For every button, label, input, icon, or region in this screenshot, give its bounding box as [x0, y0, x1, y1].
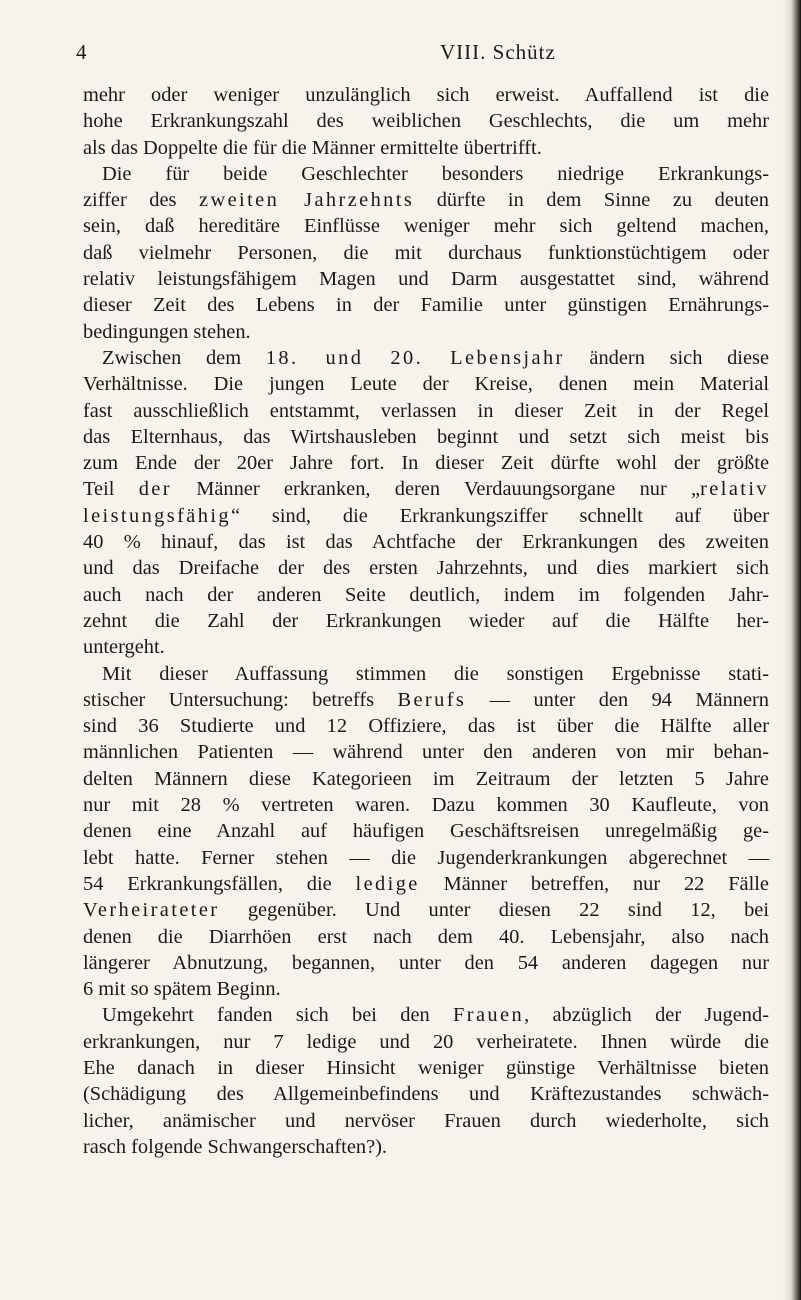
text-run: lebt hatte. Ferner stehen — die Jugenderkrankungen abgerechnet —: [83, 846, 769, 869]
text-run: und das Dreifache der des ersten Jahrzehnts, und dies markiert sich: [83, 557, 769, 580]
text-line: [83, 1108, 769, 1134]
text-line: [83, 792, 769, 818]
text-line: [83, 687, 769, 713]
text-line: [83, 266, 769, 292]
text-run: längerer Abnutzung, begannen, unter den 54 anderen dagegen nur: [83, 951, 769, 974]
text-run: bedingungen stehen.: [83, 320, 251, 343]
text-run: denen die Diarrhöen erst nach dem 40. Lebensjahr, also nach: [83, 925, 769, 948]
text-run: stischer Untersuchung: betreffs: [83, 688, 398, 711]
text-line: [83, 187, 769, 213]
spaced-text: leistungsfähig: [83, 504, 231, 527]
text-run: 6 mit so spätem Beginn.: [83, 978, 281, 1001]
text-run: relativ leistungsfähigem Magen und Darm ausgestattet sind, während: [83, 268, 769, 291]
text-run: Mit dieser Auffassung stimmen die sonstigen Ergebnisse stati-: [102, 662, 769, 685]
text-line: [83, 582, 769, 608]
text-run: , abzüglich der Jugend-: [524, 1004, 769, 1027]
text-run: untergeht.: [83, 636, 165, 659]
spaced-text: Frauen: [453, 1004, 525, 1027]
text-line: [83, 398, 769, 424]
text-run: zum Ende der 20er Jahre fort. In dieser Zeit dürfte wohl der größte: [83, 452, 769, 475]
body-text: [83, 82, 769, 1160]
text-run: Männer betreffen, nur 22 Fälle: [419, 872, 769, 895]
text-run: 40 % hinauf, das ist das Achtfache der Erkrankungen des zweiten: [83, 531, 769, 554]
text-run: ändern sich diese: [564, 346, 770, 369]
paragraph: [83, 161, 769, 345]
text-line: [83, 371, 769, 397]
text-run: dieser Zeit des Lebens in der Familie unter günstigen Ernährungs-: [83, 294, 769, 317]
text-run: als das Doppelte die für die Männer ermittelte übertrifft.: [83, 136, 542, 159]
text-run: erkrankungen, nur 7 ledige und 20 verheiratete. Ihnen würde die: [83, 1030, 769, 1053]
text-line: [83, 976, 769, 1002]
text-line: [83, 897, 769, 923]
text-run: das Elternhaus, das Wirtshausleben beginnt und setzt sich meist bis: [83, 425, 769, 448]
text-line: [83, 713, 769, 739]
text-line: [83, 845, 769, 871]
text-line: [83, 634, 769, 660]
text-line: [83, 739, 769, 765]
text-line: [83, 555, 769, 581]
text-line: [83, 766, 769, 792]
spaced-text: 18. und 20. Lebensjahr: [265, 346, 565, 369]
text-run: dürfte in dem Sinne zu deuten: [414, 189, 769, 212]
text-line: [83, 608, 769, 634]
text-line: [83, 1134, 769, 1160]
text-run: licher, anämischer und nervöser Frauen durch wiederholte, sich: [83, 1109, 769, 1132]
text-run: (Schädigung des Allgemeinbefindens und Kräftezustandes schwäch-: [83, 1083, 769, 1106]
text-line: [83, 950, 769, 976]
text-line: [83, 240, 769, 266]
text-run: gegenüber. Und unter diesen 22 sind 12, bei: [219, 899, 769, 922]
paragraph: [83, 345, 769, 661]
text-run: Umgekehrt fanden sich bei den: [102, 1004, 454, 1027]
text-line: [83, 1029, 769, 1055]
paragraph: [83, 82, 769, 161]
text-run: männlichen Patienten — während unter den anderen von mir behan-: [83, 741, 769, 764]
text-run: Verhältnisse. Die jungen Leute der Kreise, denen mein Material: [83, 373, 769, 396]
text-run: Zwischen dem: [102, 346, 266, 369]
page-number: 4: [76, 40, 87, 64]
text-run: — unter den 94 Männern: [466, 688, 769, 711]
text-line: [83, 503, 769, 529]
running-head: VIII. Schütz: [440, 40, 556, 64]
text-line: [83, 661, 769, 687]
text-run: hohe Erkrankungszahl des weiblichen Geschlechts, die um mehr: [83, 110, 769, 133]
text-run: auch nach der anderen Seite deutlich, indem im folgenden Jahr-: [83, 583, 769, 606]
text-line: [83, 82, 769, 108]
text-line: [83, 213, 769, 239]
spaced-text: Berufs: [397, 688, 467, 711]
text-line: [83, 476, 769, 502]
spaced-text: relativ: [700, 478, 769, 501]
text-run: daß vielmehr Personen, die mit durchaus funktionstüchtigem oder: [83, 241, 769, 264]
text-line: [83, 1055, 769, 1081]
text-run: Männer erkranken, deren Verdauungsorgane nur „: [171, 478, 701, 501]
text-run: sind 36 Studierte und 12 Offiziere, das ist über die Hälfte aller: [83, 715, 769, 738]
text-run: denen eine Anzahl auf häufigen Geschäftsreisen unregelmäßig ge-: [83, 820, 769, 843]
text-line: [83, 424, 769, 450]
spaced-text: ledige: [355, 872, 420, 895]
text-line: [83, 161, 769, 187]
text-line: [83, 871, 769, 897]
text-run: Ehe danach in dieser Hinsicht weniger günstige Verhältnisse bieten: [83, 1056, 769, 1079]
text-line: [83, 529, 769, 555]
text-run: delten Männern diese Kategorieen im Zeitraum der letzten 5 Jahre: [83, 767, 769, 790]
page-header: [76, 40, 776, 68]
text-line: [83, 818, 769, 844]
text-run: 54 Erkrankungsfällen, die: [83, 872, 356, 895]
text-run: Teil: [83, 478, 139, 501]
text-run: sein, daß hereditäre Einflüsse weniger mehr sich geltend machen,: [83, 215, 769, 238]
text-run: nur mit 28 % vertreten waren. Dazu kommen 30 Kaufleute, von: [83, 794, 769, 817]
text-run: ziffer des: [83, 189, 199, 212]
text-run: mehr oder weniger unzulänglich sich erweist. Auffallend ist die: [83, 84, 769, 106]
text-run: zehnt die Zahl der Erkrankungen wieder auf die Hälfte her-: [83, 609, 769, 632]
text-line: [83, 450, 769, 476]
paragraph: [83, 661, 769, 1003]
text-line: [83, 108, 769, 134]
paragraph: [83, 1002, 769, 1160]
spaced-text: zweiten Jahrzehnts: [199, 189, 415, 212]
text-run: rasch folgende Schwangerschaften?).: [83, 1135, 388, 1158]
text-line: [83, 292, 769, 318]
spaced-text: der: [138, 478, 172, 501]
text-run: fast ausschließlich entstammt, verlassen in dieser Zeit in der Regel: [83, 399, 769, 422]
text-line: [83, 924, 769, 950]
text-line: [83, 345, 769, 371]
text-line: [83, 1081, 769, 1107]
text-run: “ sind, die Erkrankungsziffer schnellt auf über: [231, 504, 769, 527]
text-line: [83, 319, 769, 345]
text-run: Die für beide Geschlechter besonders niedrige Erkrankungs-: [102, 162, 769, 185]
spaced-text: Verheirateter: [83, 899, 220, 922]
text-line: [83, 1002, 769, 1028]
page-edge-shadow: [783, 0, 801, 1300]
text-line: [83, 135, 769, 161]
